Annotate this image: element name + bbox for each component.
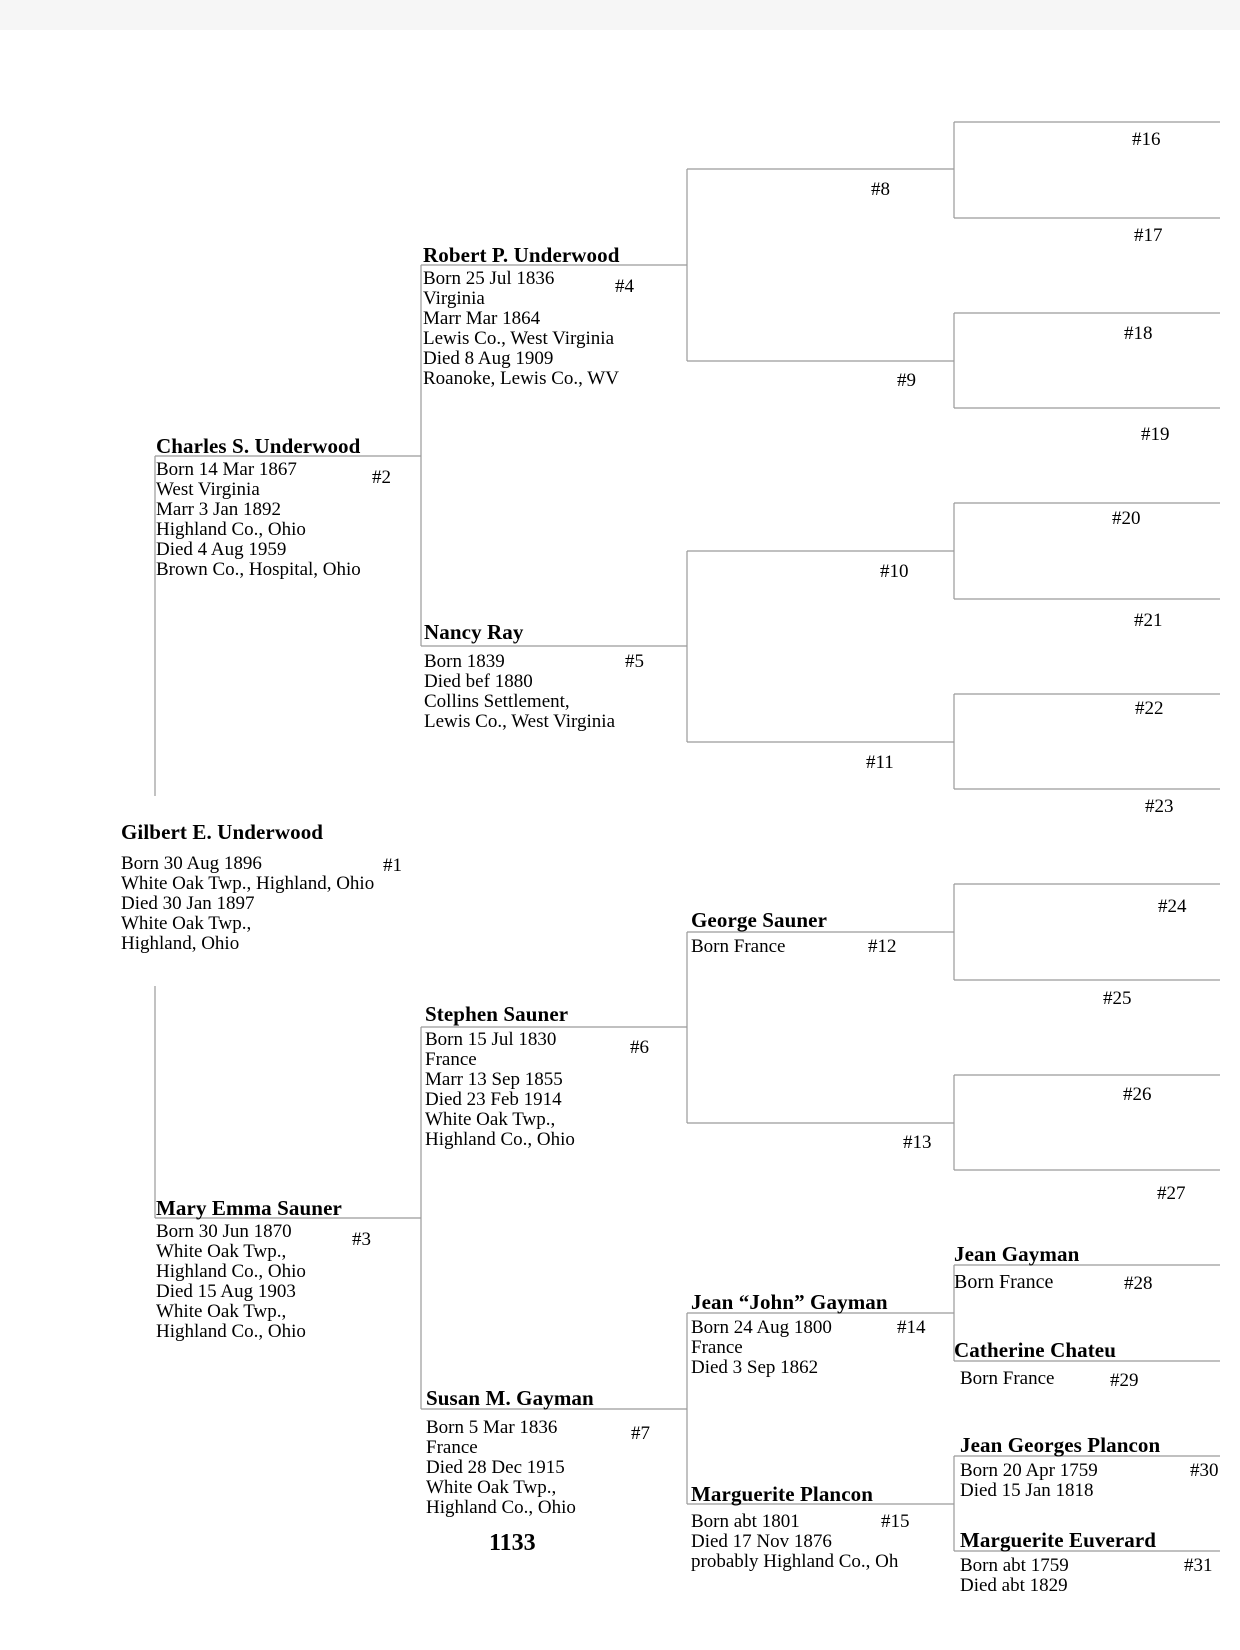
detail-line: Born France	[691, 936, 786, 957]
person-14	[691, 1290, 953, 1378]
slot-number-17: #17	[1134, 225, 1163, 246]
detail-line: Born 30 Aug 1896	[121, 853, 262, 874]
person-name: Charles S. Underwood	[156, 434, 361, 458]
person-details	[954, 1272, 1220, 1292]
person-name: Catherine Chateu	[954, 1338, 1117, 1362]
person-29	[954, 1338, 1220, 1389]
slot-number-16: #16	[1132, 129, 1161, 150]
detail-line: Died 30 Jan 1897	[121, 893, 255, 914]
person-details	[423, 269, 685, 389]
person-name: Jean Gayman	[954, 1242, 1080, 1266]
slot-number-11: #11	[866, 752, 894, 773]
person-name: George Sauner	[691, 908, 828, 932]
detail-line: Born 14 Mar 1867	[156, 459, 297, 480]
person-4	[423, 243, 685, 389]
detail-line: Lewis Co., West Virginia	[423, 328, 615, 349]
slot-number-21: #21	[1134, 610, 1163, 631]
page-number: 1133	[489, 1530, 536, 1556]
slot-number-8: #8	[871, 179, 890, 200]
person-number: #4	[615, 276, 634, 297]
slot-number-10: #10	[880, 561, 909, 582]
detail-line: White Oak Twp., Highland, Ohio	[121, 873, 375, 894]
detail-line: France	[425, 1049, 477, 1070]
person-name: Gilbert E. Underwood	[121, 820, 324, 844]
detail-line: Died 8 Aug 1909	[423, 348, 554, 369]
person-name: Nancy Ray	[424, 620, 524, 644]
person-name: Jean “John” Gayman	[691, 1290, 888, 1314]
detail-line: Marr Mar 1864	[423, 308, 541, 329]
person-number: #1	[383, 855, 402, 876]
person-30	[960, 1433, 1230, 1501]
detail-line: Highland, Ohio	[121, 933, 240, 954]
detail-line: White Oak Twp.,	[425, 1109, 556, 1130]
slot-number-20: #20	[1112, 508, 1141, 529]
detail-line: Born abt 1759	[960, 1555, 1069, 1576]
detail-line: Born 30 Jun 1870	[156, 1221, 292, 1242]
person-details	[954, 1369, 1220, 1389]
detail-line: White Oak Twp.,	[121, 913, 252, 934]
person-name: Robert P. Underwood	[423, 243, 620, 267]
detail-line: Highland Co., Ohio	[156, 1261, 306, 1282]
person-28	[954, 1242, 1220, 1292]
slot-number-18: #18	[1124, 323, 1153, 344]
detail-line: Died bef 1880	[424, 671, 533, 692]
person-number: #28	[1124, 1273, 1153, 1294]
person-5	[424, 620, 686, 732]
detail-line: Died 3 Sep 1862	[691, 1357, 819, 1378]
person-details	[156, 1222, 416, 1342]
detail-line: Highland Co., Ohio	[426, 1497, 576, 1518]
detail-line: West Virginia	[156, 479, 260, 500]
detail-line: Collins Settlement,	[424, 691, 570, 712]
detail-line: Died abt 1829	[960, 1575, 1068, 1596]
slot-number-23: #23	[1145, 796, 1174, 817]
slot-number-25: #25	[1103, 988, 1132, 1009]
person-6	[425, 1002, 687, 1150]
detail-line: Born France	[960, 1368, 1055, 1389]
slot-number-19: #19	[1141, 424, 1170, 445]
person-number: #5	[625, 651, 644, 672]
detail-line: Born France	[954, 1271, 1054, 1293]
detail-line: Virginia	[423, 288, 485, 309]
detail-line: Born 20 Apr 1759	[960, 1460, 1098, 1481]
person-name: Marguerite Plancon	[691, 1482, 874, 1506]
person-details	[691, 937, 953, 957]
detail-line: Born 15 Jul 1830	[425, 1029, 557, 1050]
slot-number-27: #27	[1157, 1183, 1186, 1204]
person-name: Susan M. Gayman	[426, 1386, 594, 1410]
person-number: #15	[881, 1511, 910, 1532]
person-number: #7	[631, 1423, 650, 1444]
detail-line: Born abt 1801	[691, 1511, 800, 1532]
detail-line: Brown Co., Hospital, Ohio	[156, 559, 361, 580]
slot-number-24: #24	[1158, 896, 1187, 917]
person-number: #6	[630, 1037, 649, 1058]
detail-line: Died 28 Dec 1915	[426, 1457, 565, 1478]
person-details	[691, 1512, 953, 1572]
detail-line: Born 5 Mar 1836	[426, 1417, 558, 1438]
person-name: Jean Georges Plancon	[960, 1433, 1161, 1457]
person-name: Marguerite Euverard	[960, 1528, 1157, 1552]
detail-line: Roanoke, Lewis Co., WV	[423, 368, 619, 389]
detail-line: Highland Co., Ohio	[156, 519, 306, 540]
person-name: Mary Emma Sauner	[156, 1196, 342, 1220]
detail-line: White Oak Twp.,	[426, 1477, 557, 1498]
person-name: Stephen Sauner	[425, 1002, 569, 1026]
slot-number-9: #9	[897, 370, 916, 391]
slot-number-26: #26	[1123, 1084, 1152, 1105]
person-number: #31	[1184, 1555, 1213, 1576]
detail-line: Died 15 Jan 1818	[960, 1480, 1094, 1501]
person-12	[691, 908, 953, 957]
slot-number-13: #13	[903, 1132, 932, 1153]
person-15	[691, 1482, 953, 1572]
person-details	[424, 652, 686, 732]
detail-line: France	[691, 1337, 743, 1358]
slot-number-22: #22	[1135, 698, 1164, 719]
detail-line: Highland Co., Ohio	[156, 1321, 306, 1342]
detail-line: White Oak Twp.,	[156, 1241, 287, 1262]
detail-line: Died 4 Aug 1959	[156, 539, 287, 560]
person-31	[960, 1528, 1230, 1596]
person-1	[121, 820, 451, 954]
detail-line: probably Highland Co., Oh	[691, 1551, 899, 1572]
person-7	[426, 1386, 688, 1518]
person-number: #12	[868, 936, 897, 957]
detail-line: Died 17 Nov 1876	[691, 1531, 832, 1552]
detail-line: Marr 3 Jan 1892	[156, 499, 282, 520]
person-number: #29	[1110, 1370, 1139, 1391]
detail-line: Born 25 Jul 1836	[423, 268, 555, 289]
person-3	[156, 1196, 416, 1342]
person-number: #30	[1190, 1460, 1219, 1481]
detail-line: Died 15 Aug 1903	[156, 1281, 296, 1302]
person-number: #3	[352, 1229, 371, 1250]
person-2	[156, 434, 416, 580]
person-number: #14	[897, 1317, 926, 1338]
detail-line: White Oak Twp.,	[156, 1301, 287, 1322]
detail-line: France	[426, 1437, 478, 1458]
detail-line: Marr 13 Sep 1855	[425, 1069, 563, 1090]
detail-line: Lewis Co., West Virginia	[424, 711, 616, 732]
detail-line: Died 23 Feb 1914	[425, 1089, 562, 1110]
detail-line: Born 1839	[424, 651, 505, 672]
person-number: #2	[372, 467, 391, 488]
detail-line: Highland Co., Ohio	[425, 1129, 575, 1150]
detail-line: Born 24 Aug 1800	[691, 1317, 832, 1338]
